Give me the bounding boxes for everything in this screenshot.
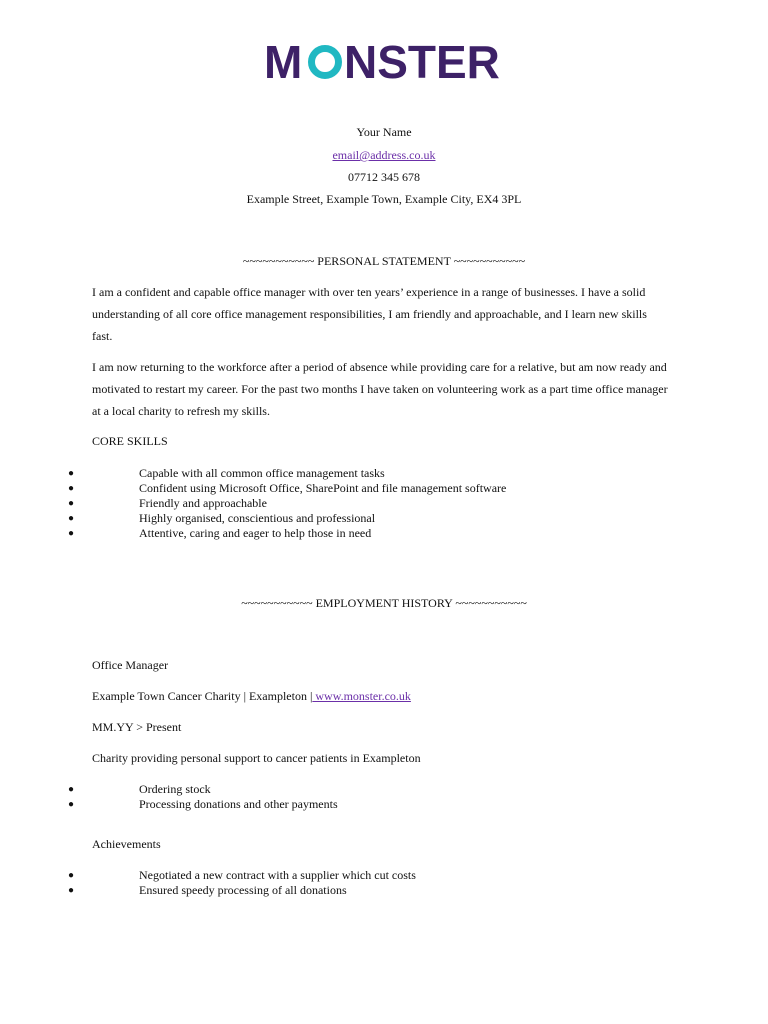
job-description: Charity providing personal support to cancer patients in Exampleton — [92, 751, 421, 765]
list-item: ● Negotiated a new contract with a supplier which cut costs — [68, 868, 416, 882]
core-skills-list — [0, 466, 768, 541]
personal-statement-paragraph-1: I am a confident and capable office manager with over ten years’ experience in a range of businesses. I have a solid understanding of all core office management responsibilities, I am friendly and approachable, and I learn new skills fast. — [92, 285, 647, 343]
svg-text:M: M — [264, 38, 303, 84]
achievements-heading: Achievements — [92, 837, 161, 851]
achievements-list — [0, 868, 768, 898]
contact-address: Example Street, Example Town, Example City, EX4 3PL — [246, 192, 522, 206]
contact-email-row — [0, 148, 768, 163]
contact-name: Your Name — [356, 125, 412, 139]
list-item: ● Attentive, caring and eager to help those in need — [68, 526, 372, 540]
employer-website-link[interactable]: www.monster.co.uk — [312, 689, 411, 703]
job-employer: Example Town Cancer Charity | Exampleton | — [92, 689, 313, 703]
contact-phone: 07712 345 678 — [348, 170, 420, 184]
job-dates: MM.YY > Present — [92, 720, 182, 734]
job-employer-row — [92, 689, 411, 704]
list-item: ● Capable with all common office management tasks — [68, 466, 385, 480]
bullet-icon: ● — [68, 513, 75, 524]
list-item: ● Friendly and approachable — [68, 496, 267, 510]
employment-history-heading: ~~~~~~~~~~~ EMPLOYMENT HISTORY ~~~~~~~~~~~ — [241, 596, 527, 610]
svg-text:NSTER: NSTER — [344, 38, 500, 84]
bullet-icon: ● — [68, 799, 75, 810]
monster-logo-mark — [264, 38, 504, 84]
contact-email-link[interactable]: email@address.co.uk — [332, 148, 436, 162]
bullet-icon: ● — [68, 468, 75, 479]
list-item: ● Ordering stock — [68, 782, 211, 796]
core-skills-heading: CORE SKILLS — [92, 434, 168, 448]
list-item: ● Highly organised, conscientious and professional — [68, 511, 376, 525]
bullet-icon: ● — [68, 483, 75, 494]
list-item: ● Ensured speedy processing of all donations — [68, 883, 347, 897]
monster-logo — [0, 38, 768, 84]
job-duties-list — [0, 782, 768, 812]
list-item: ● Confident using Microsoft Office, SharePoint and file management software — [68, 481, 507, 495]
bullet-icon: ● — [68, 885, 75, 896]
bullet-icon: ● — [68, 784, 75, 795]
job-title: Office Manager — [92, 658, 169, 672]
personal-statement-heading: ~~~~~~~~~~~ PERSONAL STATEMENT ~~~~~~~~~~~ — [242, 254, 526, 268]
list-item: ● Processing donations and other payments — [68, 797, 338, 811]
bullet-icon: ● — [68, 528, 75, 539]
bullet-icon: ● — [68, 870, 75, 881]
bullet-icon: ● — [68, 498, 75, 509]
personal-statement-paragraph-2: I am now returning to the workforce after a period of absence while providing care for a relative, but am now ready and motivated to restart my career. For the past two months I have taken on volunteering work as a part time office manager at a local charity to refresh my skills. — [92, 360, 668, 418]
